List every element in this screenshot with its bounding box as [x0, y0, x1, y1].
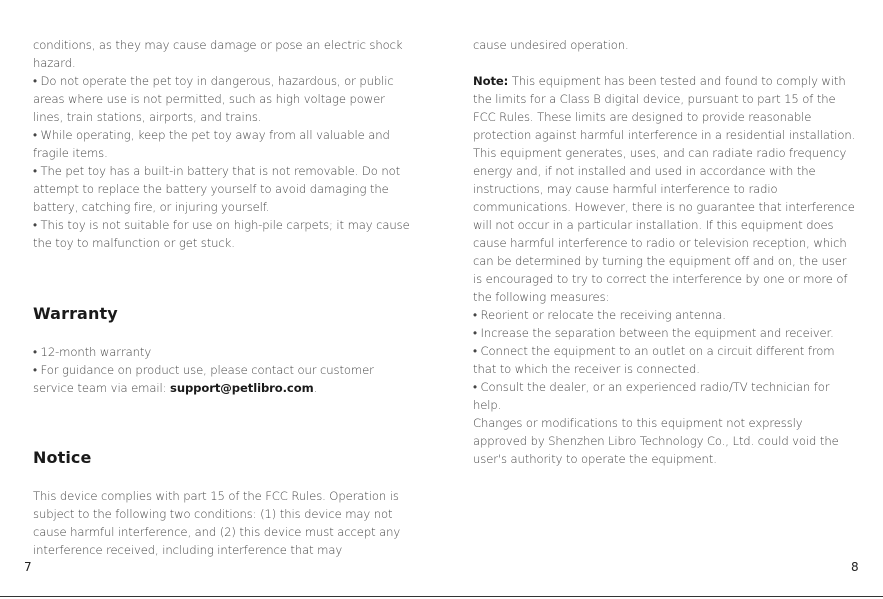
warranty-section [33, 343, 418, 397]
safety-bullet-3: • The pet toy has a built-in battery that is not removable. Do not attempt to replace the battery yourself to avoid damaging the battery, catching fire, or injuring yourself. [33, 164, 401, 214]
safety-section [33, 36, 418, 252]
left-page [0, 0, 441, 599]
page-number-right: 8 [851, 560, 859, 574]
support-email-link[interactable]: support@petlibro.com [170, 381, 314, 395]
warranty-item-2-text: • For guidance on product use, please contact our customer service team via email: [33, 363, 374, 395]
warranty-item-1: • 12-month warranty [33, 345, 152, 359]
safety-text-1: conditions, as they may cause damage or pose an electric shock hazard. [33, 38, 403, 70]
note-label: Note: [473, 74, 509, 88]
fcc-note-section [473, 72, 857, 468]
note-paragraph [473, 72, 857, 306]
notice-section [33, 487, 418, 559]
notice-text: This device complies with part 15 of the FCC Rules. Operation is subject to the following two conditions: (1) this device may not cause harmful interference, and (2) this device must accept any interference received, including interference that may [33, 489, 401, 557]
measure-2: • Increase the separation between the equipment and receiver. [473, 326, 834, 340]
safety-bullet-1: • Do not operate the pet toy in dangerous, hazardous, or public areas where use is not permitted, such as high voltage power lines, train stations, airports, and trains. [33, 74, 394, 124]
safety-bullet-4: • This toy is not suitable for use on high-pile carpets; it may cause the toy to malfunction or get stuck. [33, 218, 410, 250]
measure-4: • Consult the dealer, or an experienced radio/TV technician for help. [473, 380, 830, 412]
measure-1: • Reorient or relocate the receiving antenna. [473, 308, 726, 322]
warranty-heading: Warranty [33, 304, 118, 323]
warranty-item-2 [33, 361, 418, 397]
intro-text: cause undesired operation. [473, 38, 629, 52]
bottom-divider [0, 596, 883, 597]
page-number-left: 7 [24, 560, 32, 574]
notice-heading: Notice [33, 448, 92, 467]
measure-3: • Connect the equipment to an outlet on a circuit different from that to which the receiver is connected. [473, 344, 835, 376]
safety-bullet-2: • While operating, keep the pet toy away from all valuable and fragile items. [33, 128, 390, 160]
right-page [442, 0, 883, 599]
note-text: This equipment has been tested and found to comply with the limits for a Class B digital device, pursuant to part 15 of the FCC Rules. These limits are designed to provide reasonable protection against harmful interference in a residential installation. This equipment generates, uses, and can radiate radio frequency energy and, if not installed and used in accordance with the instructions, may cause harmful interference to radio communications. However, there is no guarantee that interference will not occur in a particular installation. If this equipment does cause harmful interference to radio or television reception, which can be determined by turning the equipment off and on, the user is encouraged to try to correct the interference by one or more of the following measures: [473, 74, 856, 304]
warranty-item-2-suffix: . [313, 381, 318, 395]
fcc-intro [473, 36, 857, 54]
changes-text: Changes or modifications to this equipment not expressly approved by Shenzhen Libro Technology Co., Ltd. could void the user's authority to operate the equipment. [473, 416, 839, 466]
